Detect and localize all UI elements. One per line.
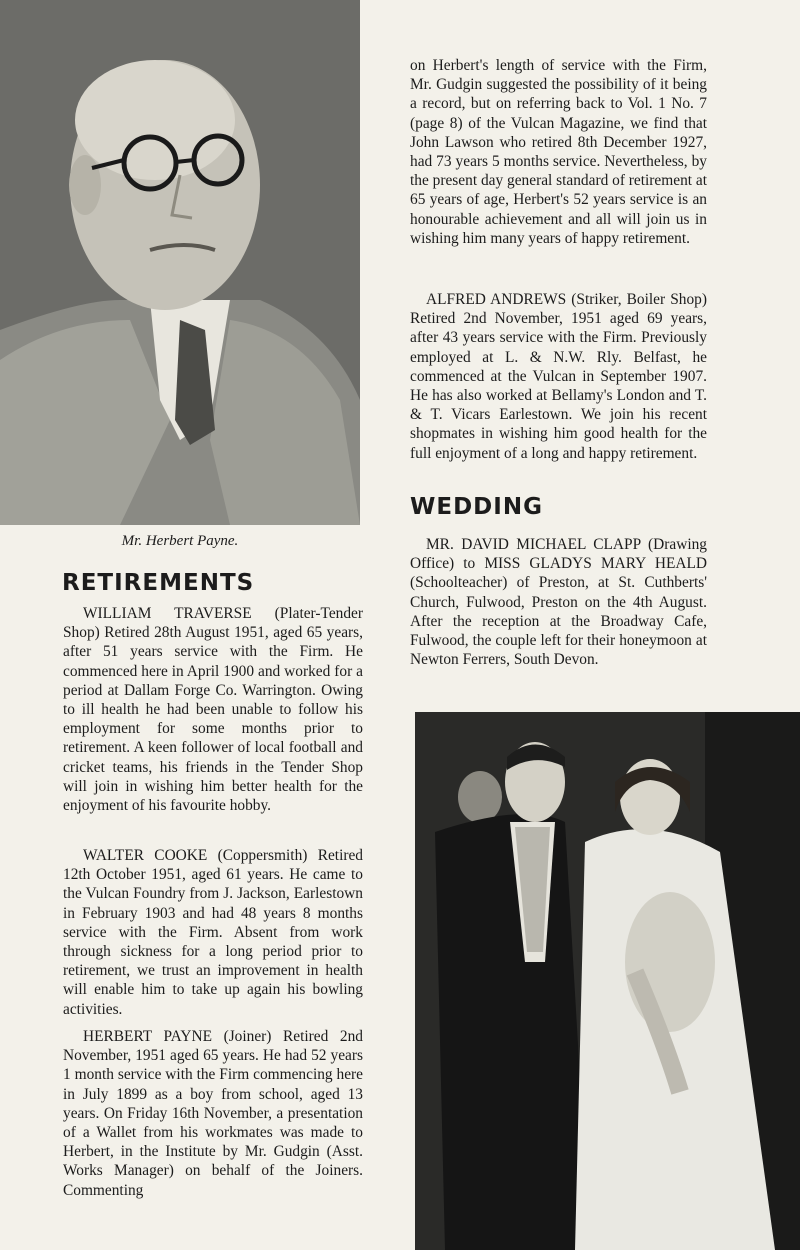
wedding-photo <box>415 712 800 1250</box>
wedding-heading: WEDDING <box>410 494 543 520</box>
retirement-alfred-andrews: ALFRED ANDREWS (Striker, Boiler Shop) Retired 2nd November, 1951 aged 69 years, after 43 years service with the Firm. Previously employed at L. & N.W. Rly. Belfast, he commenced at the Vulcan in September 1907. He has also worked at Bellamy's London and T. & T. Vicars Earlestown. We join his recent shopmates in wishing him good health for the full enjoyment of a long and happy retirement. <box>410 291 707 462</box>
portrait-photo <box>0 0 360 525</box>
retirements-heading: RETIREMENTS <box>62 570 255 596</box>
wedding-couple-figure <box>415 712 800 1250</box>
wedding-announcement: MR. DAVID MICHAEL CLAPP (Drawing Office) to MISS GLADYS MARY HEALD (Schoolteacher) of Preston, at St. Cuthberts' Church, Fulwood, Preston on the 4th August. After the reception at the Broadway Cafe, Fulwood, the couple left for their honeymoon at Newton Ferrers, South Devon. <box>410 536 707 669</box>
retirement-herbert-payne: HERBERT PAYNE (Joiner) Retired 2nd November, 1951 aged 65 years. He had 52 years 1 month service with the Firm commencing here in July 1899 as a boy from school, aged 13 years. On Friday 16th November, a presentation of a Wallet from his workmates was made to Herbert, in the Institute by Mr. Gudgin (Asst. Works Manager) on behalf of the Joiners. Commenting <box>63 1028 363 1199</box>
retirement-william-traverse: WILLIAM TRAVERSE (Plater-Tender Shop) Retired 28th August 1951, aged 65 years, after 51 years service with the Firm. He commenced here in April 1900 and worked for a period at Dallam Forge Co. Warrington. Owing to ill health he had been unable to follow his employment for some months prior to retirement. A keen follower of local football and cricket teams, his friends in the Tender Shop will join in wishing him better health for the enjoyment of his favourite hobby. <box>63 605 363 815</box>
retirement-walter-cooke: WALTER COOKE (Coppersmith) Retired 12th October 1951, aged 61 years. He came to the Vulcan Foundry from J. Jackson, Earlestown in February 1903 and had 48 years 8 months service with the Firm. Absent from work through sickness for a long period prior to retirement, we trust an improvement in health will enable him to take up again his bowling activities. <box>63 847 363 1018</box>
portrait-caption: Mr. Herbert Payne. <box>121 533 239 549</box>
portrait-figure <box>0 0 360 525</box>
retirement-herbert-payne-continued: on Herbert's length of service with the Firm, Mr. Gudgin suggested the possibility of it being a record, but on referring back to Vol. 1 No. 7 (page 8) of the Vulcan Magazine, we find that John Lawson who retired 8th December 1927, had 73 years 5 months service. Nevertheless, by the present day general standard of retirement at 65 years of age, Herbert's 52 years service is an honourable achievement and all will join us in wishing him many years of happy retirement. <box>410 57 707 247</box>
